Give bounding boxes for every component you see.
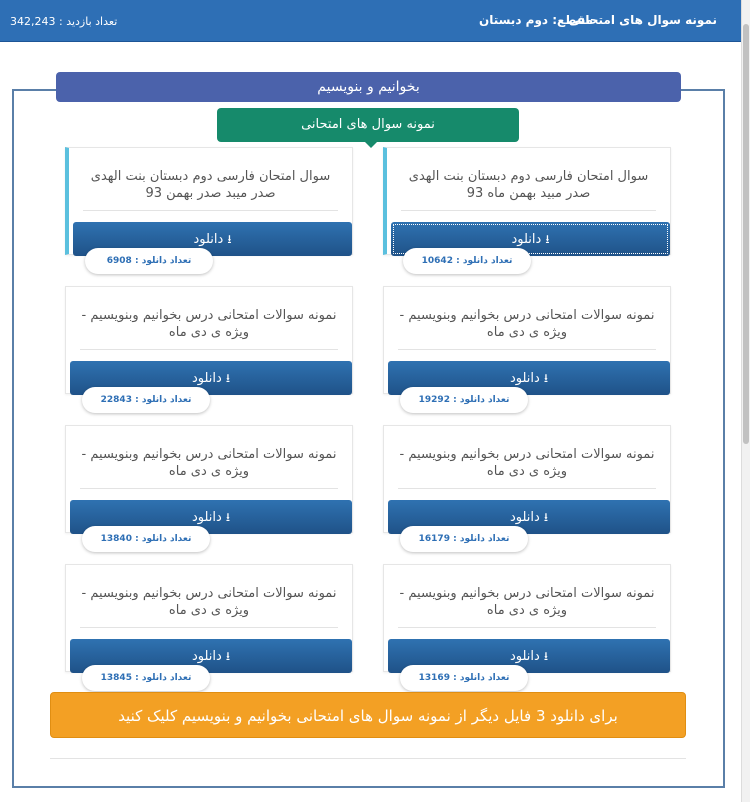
file-card-title: سوال امتحان فارسی دوم دبستان بنت الهدی صدر میبد صدر بهمن 93 [90, 169, 331, 201]
visit-counter: تعداد بازدید : 342,243 [10, 15, 118, 28]
divider [398, 488, 656, 489]
download-count-badge: تعداد دانلود : 13169 [400, 665, 528, 691]
download-icon: ⭳ [545, 232, 550, 246]
file-card-title: نمونه سوالات امتحانی درس بخوانیم وبنویسیم - ویژه ی دی ماه [81, 308, 337, 340]
file-card-title: سوال امتحان فارسی دوم دبستان بنت الهدی صدر مبید بهمن ماه 93 [408, 169, 649, 201]
file-card [383, 147, 671, 266]
download-count-badge: تعداد دانلود : 19292 [400, 387, 528, 413]
more-files-button[interactable]: برای دانلود 3 فایل دیگر از نمونه سوال های امتحانی بخوانیم و بنویسیم کلیک کنید [50, 692, 686, 738]
divider [80, 349, 338, 350]
download-count-badge: تعداد دانلود : 13840 [82, 526, 210, 552]
file-card [65, 286, 353, 405]
download-icon: ⭳ [225, 649, 231, 663]
download-count-badge: تعداد دانلود : 6908 [85, 248, 213, 274]
divider [398, 349, 656, 350]
download-button-label: دانلود [509, 649, 540, 664]
top-header-bar [0, 0, 741, 42]
file-card [65, 147, 353, 266]
file-card [383, 425, 671, 544]
file-card-title: نمونه سوالات امتحانی درس بخوانیم وبنویسیم - ویژه ی دی ماه [81, 586, 337, 618]
file-card-title: نمونه سوالات امتحانی درس بخوانیم وبنویسیم - ویژه ی دی ماه [399, 308, 655, 340]
download-count-badge: تعداد دانلود : 10642 [403, 248, 531, 274]
header-title: نمونه سوال های امتحانی [568, 13, 717, 27]
download-button-label: دانلود [511, 232, 542, 247]
file-card-title: نمونه سوالات امتحانی درس بخوانیم وبنویسیم - ویژه ی دی ماه [81, 447, 337, 479]
divider [401, 210, 656, 211]
divider [50, 758, 686, 759]
download-button-label: دانلود [509, 510, 540, 525]
file-card [383, 286, 671, 405]
divider [80, 488, 338, 489]
download-icon: ⭳ [227, 232, 232, 246]
section-badge: نمونه سوال های امتحانی [217, 108, 519, 142]
file-card-title: نمونه سوالات امتحانی درس بخوانیم وبنویسیم - ویژه ی دی ماه [399, 447, 655, 479]
download-count-badge: تعداد دانلود : 16179 [400, 526, 528, 552]
file-card [383, 564, 671, 683]
download-icon: ⭳ [543, 510, 549, 524]
download-button-label: دانلود [509, 371, 540, 386]
scrollbar-thumb[interactable] [743, 24, 749, 444]
page-scrollbar[interactable] [741, 0, 750, 802]
file-card-title: نمونه سوالات امتحانی درس بخوانیم وبنویسیم - ویژه ی دی ماه [399, 586, 655, 618]
download-icon: ⭳ [543, 649, 549, 663]
download-button-label: دانلود [191, 510, 222, 525]
file-card [65, 425, 353, 544]
download-button-label: دانلود [193, 232, 224, 247]
download-icon: ⭳ [225, 510, 231, 524]
download-button-label: دانلود [191, 649, 222, 664]
download-count-badge: تعداد دانلود : 13845 [82, 665, 210, 691]
divider [83, 210, 338, 211]
divider [398, 627, 656, 628]
download-button-label: دانلود [191, 371, 222, 386]
download-icon: ⭳ [543, 371, 549, 385]
divider [80, 627, 338, 628]
file-card [65, 564, 353, 683]
header-grade: مقطع: دوم دبستان [478, 13, 593, 27]
download-icon: ⭳ [225, 371, 231, 385]
section-title: بخوانیم و بنویسیم [56, 72, 681, 102]
download-count-badge: تعداد دانلود : 22843 [82, 387, 210, 413]
